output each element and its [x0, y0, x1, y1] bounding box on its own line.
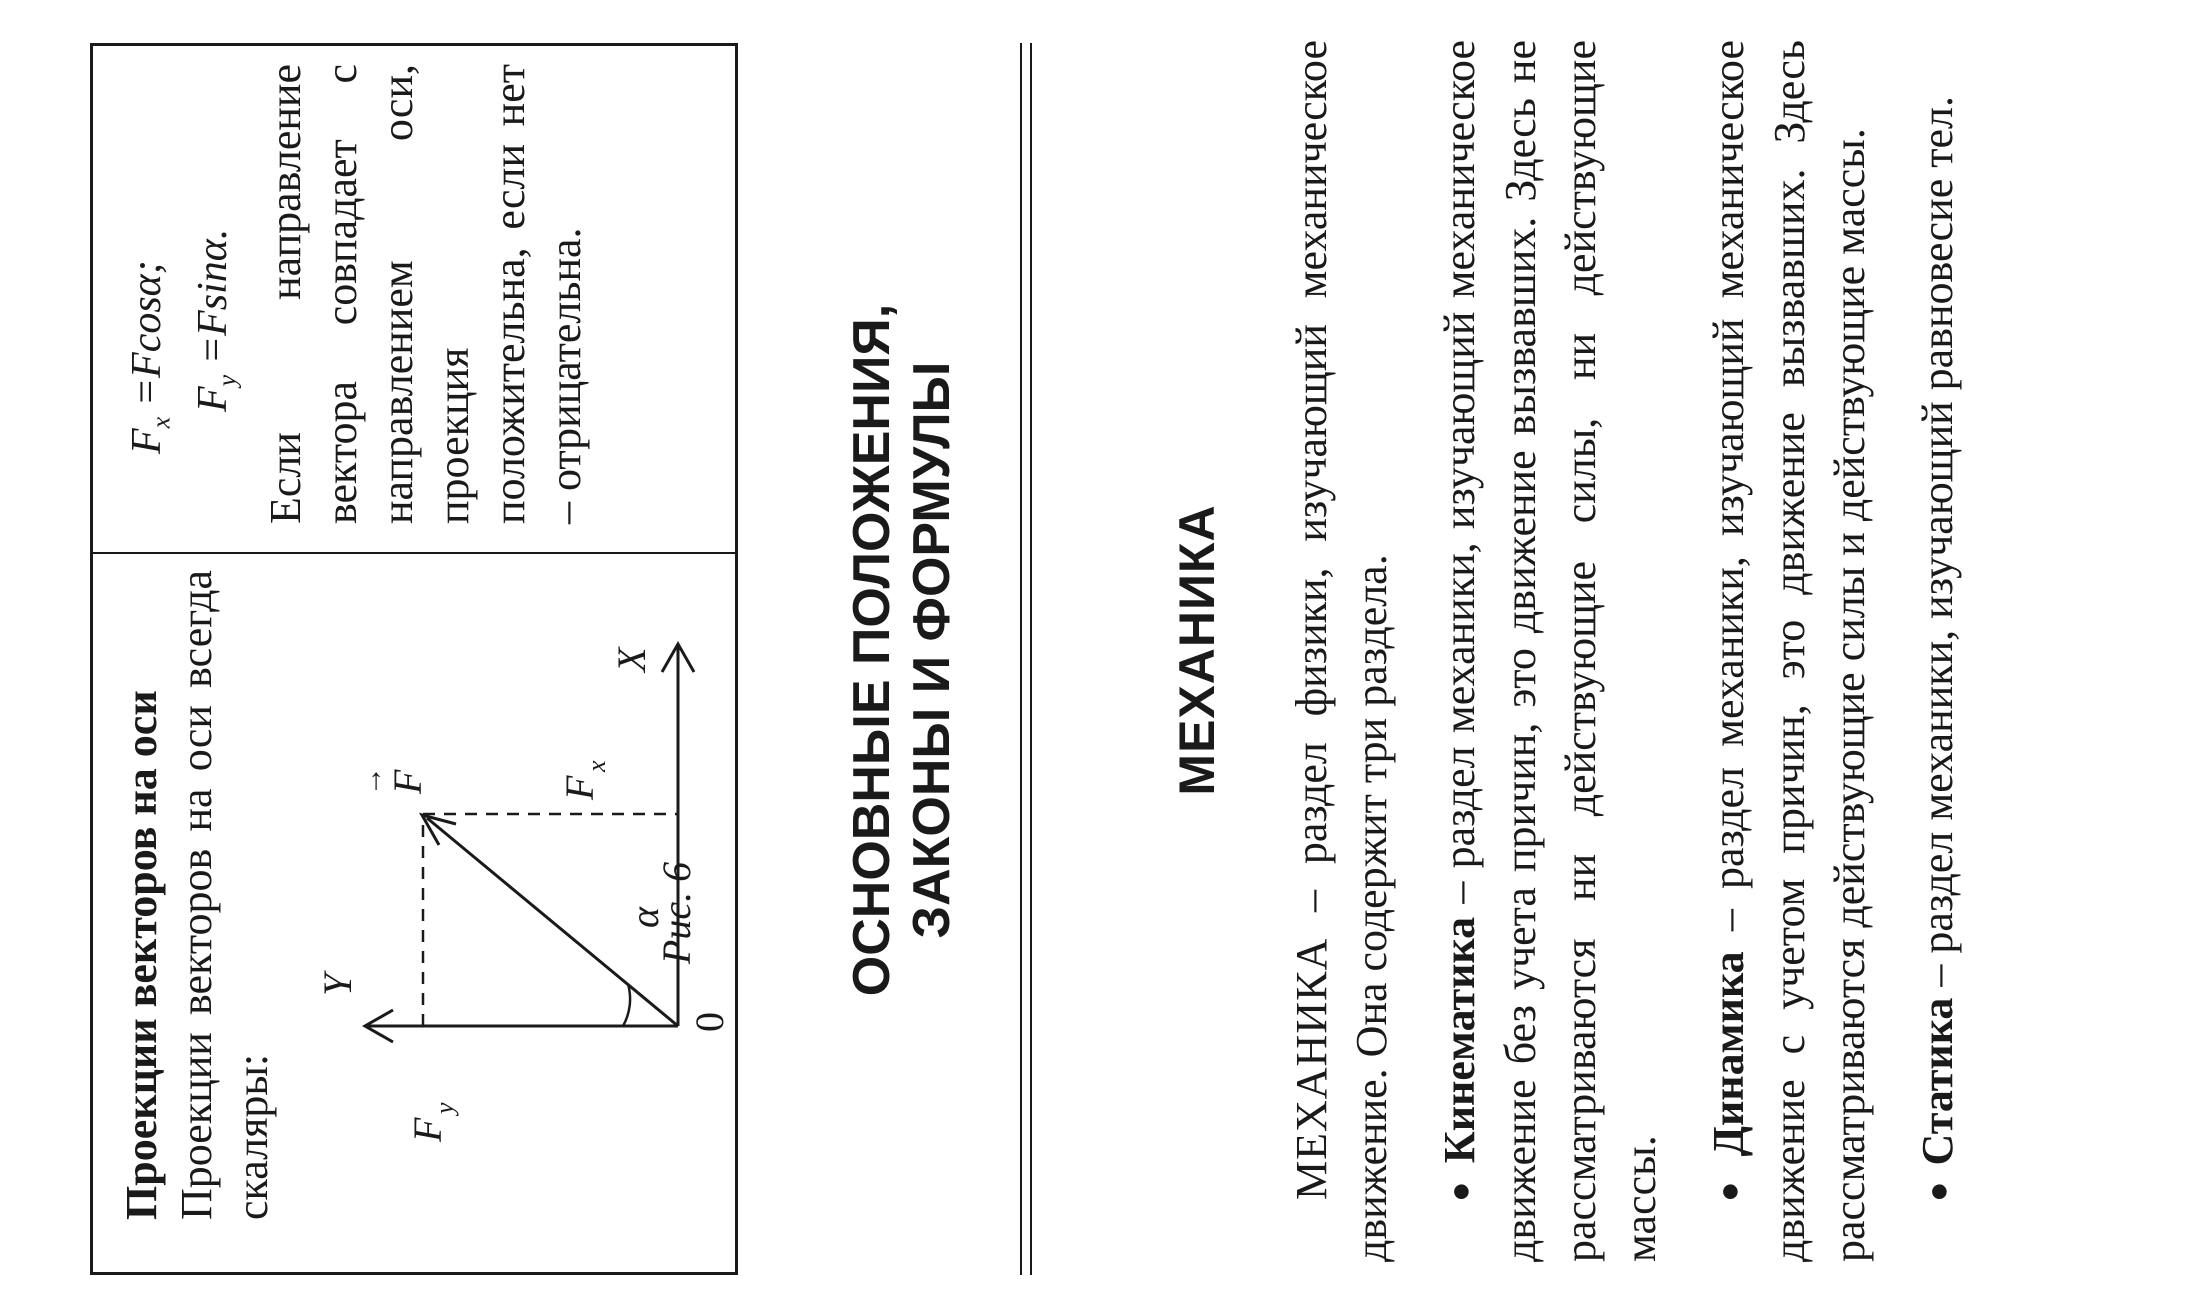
- section-body: [1282, 40, 1969, 1262]
- alpha-label: α: [622, 907, 667, 928]
- list-item: [1908, 40, 1969, 1262]
- table-heading: Проекции векторов на оси: [117, 690, 166, 1220]
- table-divider: [93, 552, 735, 554]
- formula-fy: $F_y =Fsin\alpha$.: [190, 228, 242, 412]
- table-left-cell: [115, 570, 281, 1220]
- list-item-text: – раздел механики, изучающий равновесие тел.: [1913, 96, 1962, 998]
- y-axis-label: Y: [315, 973, 360, 996]
- table-intro-text: Проекции векторов на оси всегда скаляры:: [172, 570, 277, 1220]
- list-item: [1699, 40, 1880, 1262]
- intro-paragraph: [1282, 40, 1402, 1262]
- main-heading-line-2: ЗАКОНЫ И ФОРМУЛЫ: [903, 361, 961, 939]
- list-item-term: Кинематика: [1435, 916, 1484, 1164]
- figure-caption: Рис. 6: [654, 861, 699, 965]
- list-item: [1430, 40, 1671, 1262]
- main-heading: [842, 0, 962, 1300]
- list-item-text: – раздел механики, изучающий механическое движение с учетом причин, это движение вызвавших. Здесь рассматриваются действующие силы и действующие массы.: [1704, 40, 1874, 1262]
- bullet-icon: ●: [1442, 1179, 1479, 1202]
- fx-label: F: [557, 775, 602, 800]
- force-vector-mark: →: [355, 766, 388, 796]
- bullet-icon: ●: [1711, 1172, 1748, 1202]
- main-heading-line-1: ОСНОВНЫЕ ПОЛОЖЕНИЯ,: [843, 303, 901, 997]
- list-item-term: Динамика: [1704, 951, 1753, 1157]
- alpha-angle-arc: [623, 984, 630, 1026]
- fx-label-subscript: x: [582, 760, 611, 772]
- projection-sign-rule: Если направление вектора совпадает с направлением оси, проекция положительна, если нет – отрицательна.: [260, 64, 590, 524]
- force-label: F: [385, 769, 430, 794]
- intro-text: – раздел физики, изучающий механическое движение. Она содержит три раздела.: [1287, 40, 1396, 1262]
- bullet-icon: ●: [1920, 1181, 1957, 1202]
- section-title: МЕХАНИКА: [1169, 504, 1225, 796]
- fy-label: F: [405, 1117, 450, 1142]
- fy-label-subscript: y: [430, 1102, 459, 1114]
- vector-projection-table: [90, 43, 738, 1275]
- origin-label: 0: [687, 1012, 732, 1032]
- intro-term: МЕХАНИКА: [1287, 937, 1336, 1200]
- figure-caption-wrap: [653, 554, 700, 1272]
- list-item-text: – раздел механики, изучающий механическое движение без учета причин, это движение вызвавших. Здесь не рассматриваются ни действующие силы, ни действующие массы.: [1435, 40, 1665, 1262]
- list-item-term: Статика: [1913, 997, 1962, 1166]
- x-axis-label: X: [609, 647, 654, 672]
- formula-fx: $F_x =Fcos\alpha$;: [124, 260, 176, 454]
- table-right-cell: [121, 64, 594, 524]
- double-rule-divider: [1020, 43, 1032, 1275]
